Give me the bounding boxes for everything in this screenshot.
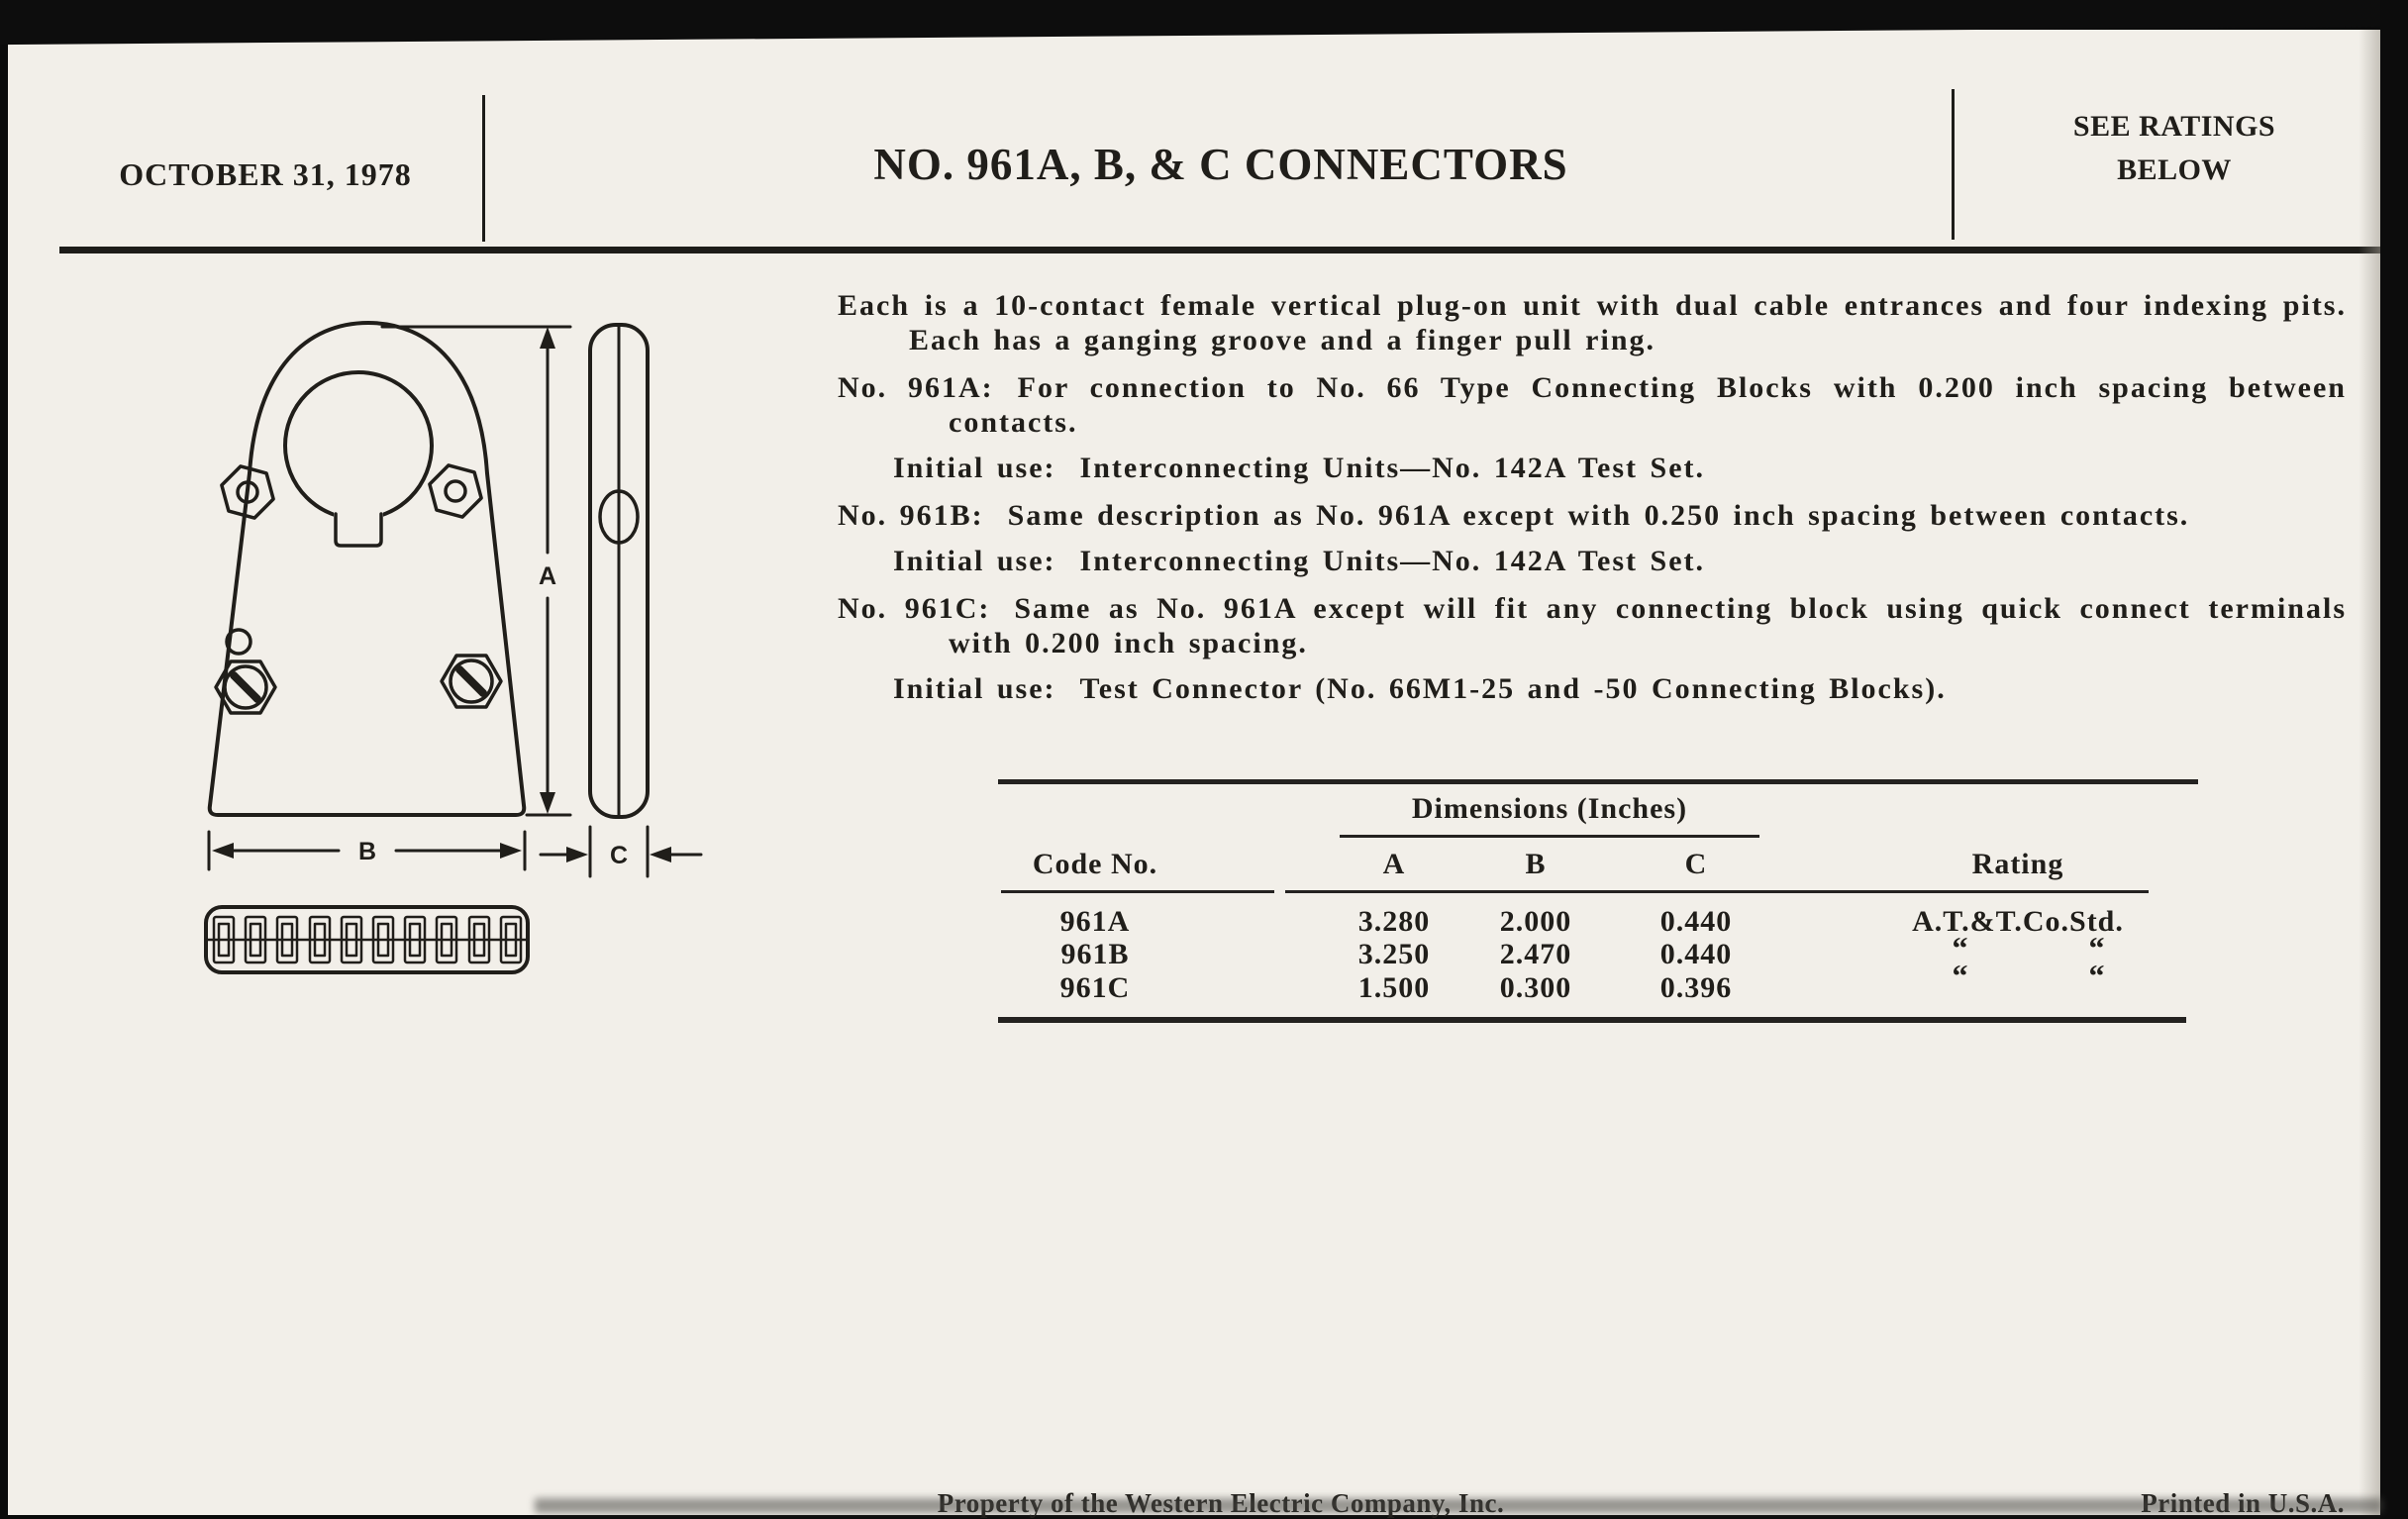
dim-a-arrow-up	[540, 327, 555, 349]
ratings-note-line2: BELOW	[2117, 153, 2232, 186]
row2-c: 0.440	[1659, 938, 1733, 970]
entry-961c-label: No. 961C:	[838, 592, 991, 625]
row1-rating: A.T.&T.Co.Std.	[1912, 905, 2124, 938]
entry-961a-label: No. 961A:	[838, 371, 994, 404]
table-top-rule	[998, 779, 2198, 784]
finger-pull-ring	[285, 372, 432, 519]
initial-use-961b	[893, 544, 2291, 578]
initial-use-961a	[893, 451, 2291, 485]
entry-961b-text: Same description as No. 961A except with 0.250 inch spacing between contacts.	[1007, 499, 2190, 532]
dim-b-arrow-left	[212, 843, 234, 859]
entry-961c	[838, 591, 2347, 660]
initial-use-961a-label: Initial use:	[893, 452, 1056, 484]
initial-use-961b-label: Initial use:	[893, 545, 1056, 577]
row2-b: 2.470	[1499, 938, 1572, 970]
col-header-rating: Rating	[1971, 848, 2064, 880]
dim-a-label: A	[538, 562, 557, 590]
row2-a: 3.250	[1357, 938, 1431, 970]
dim-c-label: C	[609, 842, 629, 869]
row1-b: 2.000	[1499, 905, 1572, 938]
scan-right-band	[2380, 0, 2408, 1515]
entry-961b-label: No. 961B:	[838, 499, 984, 532]
screw-left-slot	[234, 675, 257, 699]
dim-a-arrow-down	[540, 792, 555, 814]
scanned-datasheet-page	[8, 30, 2382, 1515]
header-divider-right	[1952, 89, 1955, 240]
table-bottom-rule	[998, 1017, 2186, 1023]
row1-c: 0.440	[1659, 905, 1733, 938]
row3-b: 0.300	[1499, 971, 1572, 1004]
page-title: NO. 961A, B, & C CONNECTORS	[873, 140, 1568, 189]
row3-code: 961C	[1059, 971, 1131, 1004]
row3-rating-ditto-left: “	[1952, 958, 1969, 993]
connector-technical-drawing	[147, 307, 780, 990]
table-group-underline	[1340, 835, 1759, 838]
table-header-rule-right	[1285, 890, 2149, 893]
entry-961a-text: For connection to No. 66 Type Connecting Blocks with 0.200 inch spacing between contacts.	[949, 371, 2347, 439]
col-header-c: C	[1684, 848, 1708, 880]
intro-paragraph: Each is a 10-contact female vertical plug-on unit with dual cable entrances and four indexing pits. Each has a ganging groove and a finger pull ring.	[838, 289, 2347, 356]
row2-rating-ditto-right: “	[2088, 930, 2106, 965]
col-header-b: B	[1525, 848, 1547, 880]
hex-nut-right-hole	[446, 481, 465, 501]
scan-bottom-smudge	[535, 1498, 2382, 1513]
initial-use-961c-text: Test Connector (No. 66M1-25 and -50 Connecting Blocks).	[1079, 672, 1947, 705]
issue-date: OCTOBER 31, 1978	[119, 156, 412, 192]
row3-a: 1.500	[1357, 971, 1431, 1004]
header-divider-left	[482, 95, 485, 242]
dim-b-label: B	[357, 838, 377, 865]
header-rule	[59, 247, 2390, 253]
description-column	[838, 288, 2347, 719]
row2-code: 961B	[1060, 938, 1130, 970]
ratings-note	[1976, 105, 2372, 192]
connector-front-outline	[210, 323, 525, 815]
row1-a: 3.280	[1357, 905, 1431, 938]
entry-961b	[838, 498, 2347, 533]
entry-961c-text: Same as No. 961A except will fit any connecting block using quick connect terminals with 0.200 inch spacing.	[949, 592, 2347, 659]
dim-b-arrow-right	[500, 843, 522, 859]
col-header-a: A	[1382, 848, 1406, 880]
ratings-note-line1: SEE RATINGS	[2072, 110, 2276, 143]
initial-use-961c-label: Initial use:	[893, 672, 1056, 705]
dim-c-arrow-right	[650, 847, 671, 862]
table-header-rule-left	[1001, 890, 1274, 893]
col-header-code: Code No.	[1032, 848, 1158, 880]
scan-right-shade	[2358, 30, 2380, 1515]
row1-code: 961A	[1059, 905, 1131, 938]
initial-use-961c	[893, 671, 2291, 706]
table-group-header: Dimensions (Inches)	[1411, 792, 1688, 825]
hex-nut-right	[430, 465, 481, 517]
row3-rating-ditto-right: “	[2088, 958, 2106, 993]
ring-notch-mask	[334, 506, 383, 545]
initial-use-961a-text: Interconnecting Units—No. 142A Test Set.	[1079, 452, 1706, 484]
screw-right-slot	[459, 669, 483, 693]
initial-use-961b-text: Interconnecting Units—No. 142A Test Set.	[1079, 545, 1706, 577]
row3-c: 0.396	[1659, 971, 1733, 1004]
row2-rating-ditto-left: “	[1952, 930, 1969, 965]
dim-c-arrow-left	[566, 847, 588, 862]
entry-961a	[838, 370, 2347, 440]
